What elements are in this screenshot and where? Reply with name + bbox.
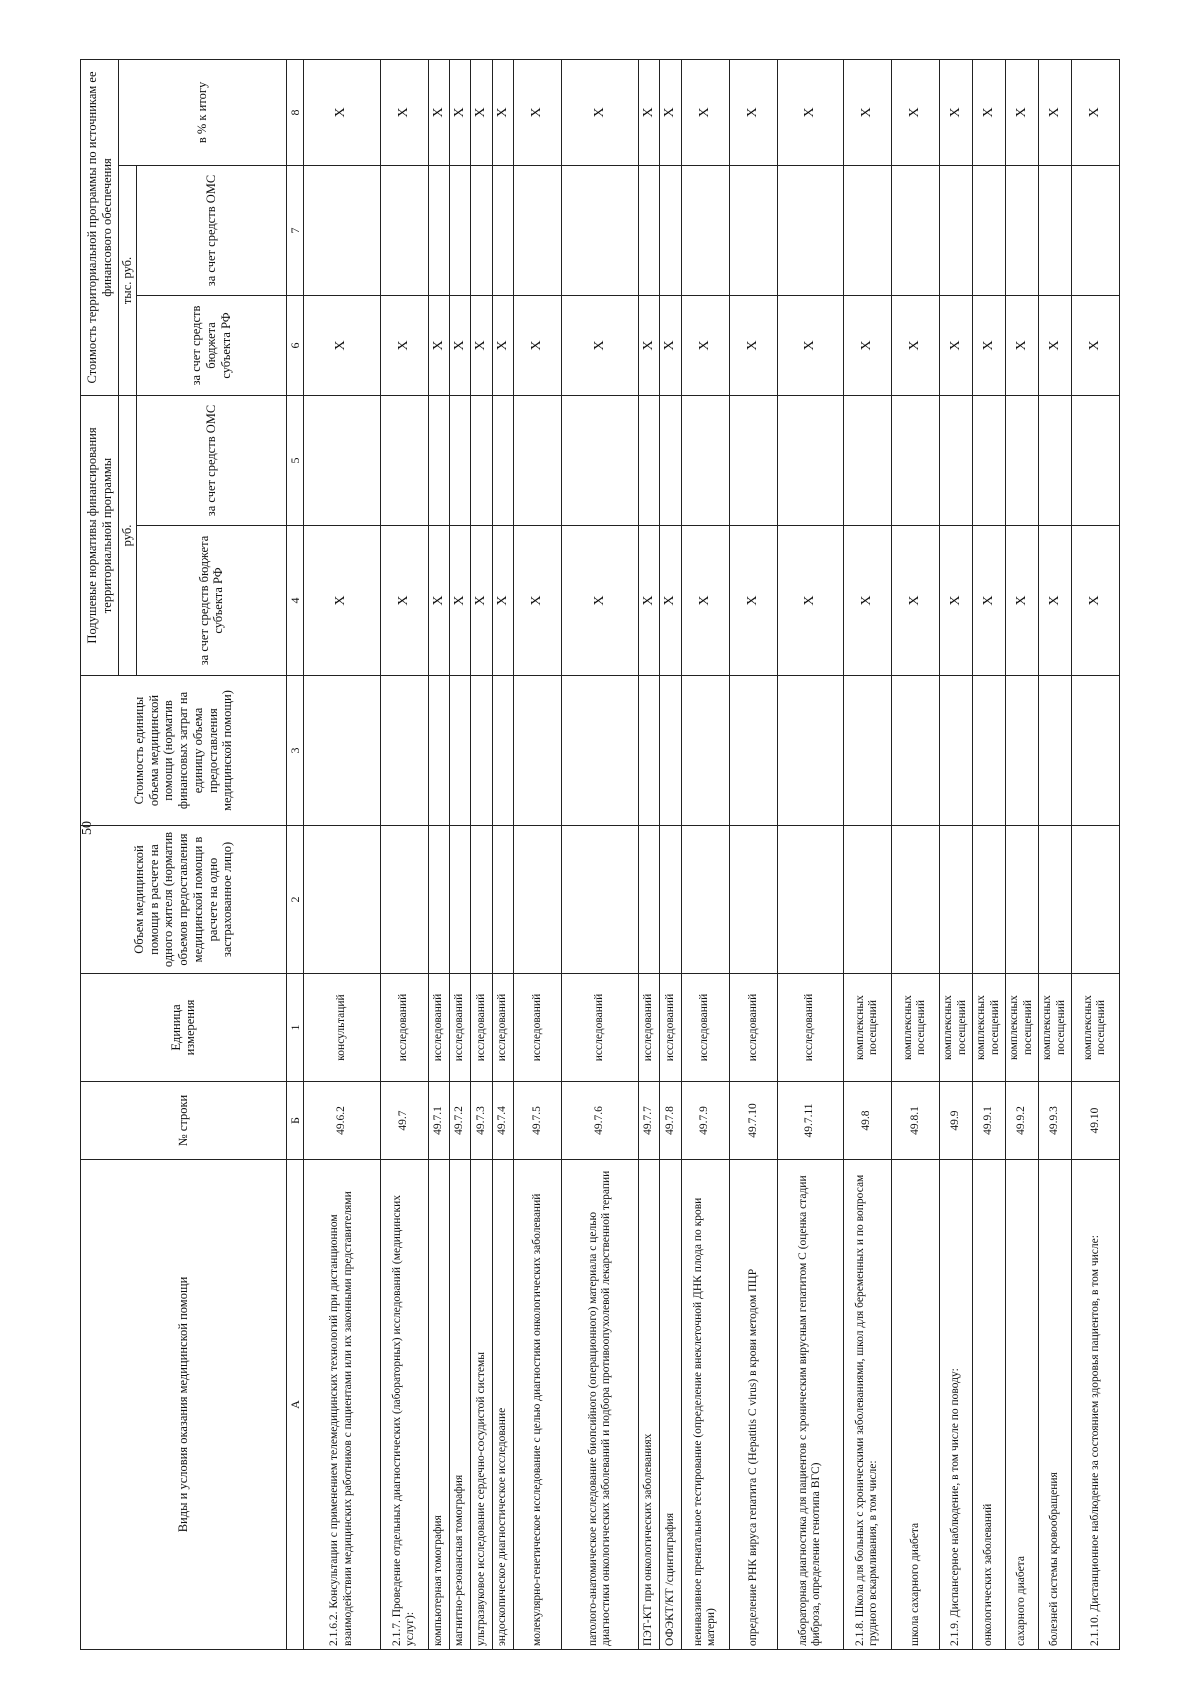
header-col-3: Стоимость единицы объема медицинской помощи (норматив финансовых затрат на единицу объема предоставления медицинской помощи) bbox=[81, 676, 287, 826]
table-row bbox=[972, 59, 1005, 1649]
row-unit: исследований bbox=[380, 974, 428, 1082]
table-row bbox=[638, 59, 659, 1649]
header-col-1: Единица измерения bbox=[81, 974, 287, 1082]
row-unit: исследований bbox=[660, 974, 681, 1082]
row-line-number: 49.10 bbox=[1071, 1082, 1119, 1160]
row-name: болезней системы кровообращения bbox=[1038, 1160, 1071, 1650]
row-cost-oms bbox=[939, 165, 972, 295]
table-row bbox=[562, 59, 639, 1649]
row-cost-oms bbox=[843, 165, 891, 295]
row-cost-budget: X bbox=[303, 295, 380, 395]
row-cost-budget: X bbox=[514, 295, 562, 395]
column-number-row bbox=[286, 59, 303, 1649]
row-norm-budget: X bbox=[972, 526, 1005, 676]
row-unit: исследований bbox=[428, 974, 449, 1082]
row-unit: исследований bbox=[450, 974, 471, 1082]
row-cost-percent: X bbox=[681, 59, 729, 165]
column-number: 1 bbox=[286, 974, 303, 1082]
row-norm-budget: X bbox=[843, 526, 891, 676]
row-volume bbox=[514, 826, 562, 974]
row-volume bbox=[891, 826, 939, 974]
row-line-number: 49.7.7 bbox=[638, 1082, 659, 1160]
row-unit: исследований bbox=[777, 974, 843, 1082]
row-norm-budget: X bbox=[939, 526, 972, 676]
row-line-number: 49.7.10 bbox=[729, 1082, 777, 1160]
row-cost-percent: X bbox=[638, 59, 659, 165]
row-volume bbox=[380, 826, 428, 974]
row-cost-percent: X bbox=[660, 59, 681, 165]
row-cost-budget: X bbox=[1071, 295, 1119, 395]
row-cost-oms bbox=[681, 165, 729, 295]
row-unit: комплексных посещений bbox=[1005, 974, 1038, 1082]
row-name: определение РНК вируса гепатита С (Hepatitis C virus) в крови методом ПЦР bbox=[729, 1160, 777, 1650]
row-line-number: 49.9.2 bbox=[1005, 1082, 1038, 1160]
row-norm-budget: X bbox=[1005, 526, 1038, 676]
row-volume bbox=[729, 826, 777, 974]
row-norm-budget: X bbox=[450, 526, 471, 676]
row-cost-budget: X bbox=[729, 295, 777, 395]
column-number: 6 bbox=[286, 295, 303, 395]
row-norm-oms bbox=[450, 395, 471, 525]
row-norm-oms bbox=[1038, 395, 1071, 525]
row-norm-oms bbox=[1005, 395, 1038, 525]
row-name: эндоскопическое диагностическое исследование bbox=[492, 1160, 513, 1650]
row-volume bbox=[1005, 826, 1038, 974]
row-cost-percent: X bbox=[1005, 59, 1038, 165]
header-unit-thous: тыс. руб. bbox=[119, 165, 137, 395]
row-cost-oms bbox=[514, 165, 562, 295]
row-unit-cost bbox=[1005, 676, 1038, 826]
row-cost-percent: X bbox=[303, 59, 380, 165]
row-name: ПЭТ-КТ при онкологических заболеваниях bbox=[638, 1160, 659, 1650]
column-number: А bbox=[286, 1160, 303, 1650]
row-unit-cost bbox=[1038, 676, 1071, 826]
row-norm-oms bbox=[428, 395, 449, 525]
column-number: Б bbox=[286, 1082, 303, 1160]
row-line-number: 49.8.1 bbox=[891, 1082, 939, 1160]
row-cost-budget: X bbox=[562, 295, 639, 395]
row-volume bbox=[660, 826, 681, 974]
row-cost-oms bbox=[562, 165, 639, 295]
row-volume bbox=[492, 826, 513, 974]
row-volume bbox=[843, 826, 891, 974]
row-line-number: 49.7.4 bbox=[492, 1082, 513, 1160]
row-unit: комплексных посещений bbox=[1071, 974, 1119, 1082]
row-norm-budget: X bbox=[514, 526, 562, 676]
row-unit: исследований bbox=[562, 974, 639, 1082]
row-norm-oms bbox=[939, 395, 972, 525]
row-unit-cost bbox=[514, 676, 562, 826]
column-number: 3 bbox=[286, 676, 303, 826]
row-line-number: 49.7.5 bbox=[514, 1082, 562, 1160]
row-name: неинвазивное пренатальное тестирование (определение внеклеточной ДНК плода по крови матери) bbox=[681, 1160, 729, 1650]
row-unit: консультаций bbox=[303, 974, 380, 1082]
header-col-7: за счет средств ОМС bbox=[136, 165, 286, 295]
row-norm-budget: X bbox=[471, 526, 492, 676]
header-col-4: за счет средств бюджета субъекта РФ bbox=[136, 526, 286, 676]
row-cost-budget: X bbox=[660, 295, 681, 395]
row-norm-oms bbox=[562, 395, 639, 525]
row-volume bbox=[1071, 826, 1119, 974]
table-row bbox=[492, 59, 513, 1649]
column-number: 7 bbox=[286, 165, 303, 295]
row-cost-oms bbox=[303, 165, 380, 295]
row-norm-budget: X bbox=[380, 526, 428, 676]
row-cost-percent: X bbox=[777, 59, 843, 165]
row-norm-budget: X bbox=[891, 526, 939, 676]
row-cost-oms bbox=[729, 165, 777, 295]
row-unit: исследований bbox=[638, 974, 659, 1082]
row-cost-budget: X bbox=[681, 295, 729, 395]
row-line-number: 49.7.6 bbox=[562, 1082, 639, 1160]
row-unit-cost bbox=[777, 676, 843, 826]
row-line-number: 49.7.2 bbox=[450, 1082, 471, 1160]
financing-table bbox=[80, 59, 1120, 1650]
row-unit-cost bbox=[471, 676, 492, 826]
row-volume bbox=[638, 826, 659, 974]
row-cost-percent: X bbox=[450, 59, 471, 165]
row-cost-budget: X bbox=[891, 295, 939, 395]
table-row bbox=[777, 59, 843, 1649]
row-name: 2.1.8. Школа для больных с хроническими заболеваниями, школ для беременных и по вопросам грудного вскармливания, в том числе: bbox=[843, 1160, 891, 1650]
row-cost-budget: X bbox=[1005, 295, 1038, 395]
row-unit: исследований bbox=[471, 974, 492, 1082]
row-unit-cost bbox=[660, 676, 681, 826]
row-cost-percent: X bbox=[492, 59, 513, 165]
row-cost-budget: X bbox=[1038, 295, 1071, 395]
row-cost-percent: X bbox=[891, 59, 939, 165]
table-row bbox=[428, 59, 449, 1649]
table-row bbox=[1005, 59, 1038, 1649]
row-line-number: 49.7 bbox=[380, 1082, 428, 1160]
row-unit: комплексных посещений bbox=[939, 974, 972, 1082]
row-unit-cost bbox=[891, 676, 939, 826]
row-cost-budget: X bbox=[428, 295, 449, 395]
row-cost-oms bbox=[638, 165, 659, 295]
table-row bbox=[843, 59, 891, 1649]
row-line-number: 49.6.2 bbox=[303, 1082, 380, 1160]
row-unit-cost bbox=[1071, 676, 1119, 826]
row-unit: исследований bbox=[681, 974, 729, 1082]
row-norm-budget: X bbox=[638, 526, 659, 676]
row-line-number: 49.8 bbox=[843, 1082, 891, 1160]
column-number: 4 bbox=[286, 526, 303, 676]
header-col-6: за счет средств бюджета субъекта РФ bbox=[136, 295, 286, 395]
row-norm-oms bbox=[492, 395, 513, 525]
table-row bbox=[1071, 59, 1119, 1649]
column-number: 5 bbox=[286, 395, 303, 525]
row-cost-percent: X bbox=[562, 59, 639, 165]
row-cost-percent: X bbox=[972, 59, 1005, 165]
row-cost-oms bbox=[1005, 165, 1038, 295]
row-name: компьютерная томография bbox=[428, 1160, 449, 1650]
row-unit-cost bbox=[450, 676, 471, 826]
row-norm-oms bbox=[660, 395, 681, 525]
table-row bbox=[514, 59, 562, 1649]
row-name: магнитно-резонансная томография bbox=[450, 1160, 471, 1650]
header-unit-rub: руб. bbox=[119, 395, 137, 675]
row-norm-budget: X bbox=[1038, 526, 1071, 676]
column-number: 8 bbox=[286, 59, 303, 165]
row-cost-budget: X bbox=[380, 295, 428, 395]
row-cost-budget: X bbox=[777, 295, 843, 395]
row-cost-oms bbox=[891, 165, 939, 295]
row-volume bbox=[681, 826, 729, 974]
row-norm-oms bbox=[843, 395, 891, 525]
row-cost-budget: X bbox=[450, 295, 471, 395]
row-line-number: 49.7.9 bbox=[681, 1082, 729, 1160]
row-name: онкологических заболеваний bbox=[972, 1160, 1005, 1650]
row-line-number: 49.9 bbox=[939, 1082, 972, 1160]
row-cost-percent: X bbox=[1071, 59, 1119, 165]
row-cost-budget: X bbox=[492, 295, 513, 395]
table-row bbox=[681, 59, 729, 1649]
table-row bbox=[939, 59, 972, 1649]
row-unit-cost bbox=[843, 676, 891, 826]
header-col-a: Виды и условия оказания медицинской помощи bbox=[81, 1160, 287, 1650]
table-header bbox=[81, 59, 304, 1649]
row-line-number: 49.7.1 bbox=[428, 1082, 449, 1160]
header-group-cost: Стоимость территориальной программы по источникам ее финансового обеспечения bbox=[81, 59, 119, 395]
row-norm-oms bbox=[303, 395, 380, 525]
row-volume bbox=[972, 826, 1005, 974]
row-unit-cost bbox=[380, 676, 428, 826]
row-name: 2.1.6.2. Консультации с применением телемедицинских технологий при дистанционном взаимодействии медицинских работников с пациентами или их законными представителями bbox=[303, 1160, 380, 1650]
row-unit-cost bbox=[681, 676, 729, 826]
row-norm-oms bbox=[681, 395, 729, 525]
row-volume bbox=[428, 826, 449, 974]
row-norm-budget: X bbox=[562, 526, 639, 676]
row-cost-percent: X bbox=[380, 59, 428, 165]
row-volume bbox=[777, 826, 843, 974]
row-cost-percent: X bbox=[428, 59, 449, 165]
row-norm-budget: X bbox=[660, 526, 681, 676]
row-line-number: 49.7.3 bbox=[471, 1082, 492, 1160]
row-cost-oms bbox=[450, 165, 471, 295]
row-name: лабораторная диагностика для пациентов с хроническим вирусным гепатитом С (оценка стадии фиброза, определение генотипа ВГС) bbox=[777, 1160, 843, 1650]
row-norm-oms bbox=[729, 395, 777, 525]
row-unit-cost bbox=[303, 676, 380, 826]
row-cost-budget: X bbox=[843, 295, 891, 395]
table-row bbox=[729, 59, 777, 1649]
row-norm-oms bbox=[891, 395, 939, 525]
row-line-number: 49.9.3 bbox=[1038, 1082, 1071, 1160]
row-cost-budget: X bbox=[972, 295, 1005, 395]
row-cost-percent: X bbox=[729, 59, 777, 165]
row-name: ультразвуковое исследование сердечно-сосудистой системы bbox=[471, 1160, 492, 1650]
row-norm-budget: X bbox=[492, 526, 513, 676]
table-row bbox=[450, 59, 471, 1649]
row-unit-cost bbox=[638, 676, 659, 826]
row-cost-budget: X bbox=[939, 295, 972, 395]
row-cost-oms bbox=[777, 165, 843, 295]
table-body bbox=[303, 59, 1119, 1649]
table-row bbox=[303, 59, 380, 1649]
row-norm-oms bbox=[638, 395, 659, 525]
row-line-number: 49.9.1 bbox=[972, 1082, 1005, 1160]
row-norm-budget: X bbox=[729, 526, 777, 676]
row-name: 2.1.7. Проведение отдельных диагностических (лабораторных) исследований (медицинских услуг): bbox=[380, 1160, 428, 1650]
row-norm-oms bbox=[471, 395, 492, 525]
row-line-number: 49.7.11 bbox=[777, 1082, 843, 1160]
row-cost-oms bbox=[1071, 165, 1119, 295]
header-col-8: в % к итогу bbox=[119, 59, 287, 165]
row-norm-oms bbox=[514, 395, 562, 525]
row-norm-budget: X bbox=[428, 526, 449, 676]
rotated-table-wrapper bbox=[80, 60, 1120, 1650]
row-cost-percent: X bbox=[1038, 59, 1071, 165]
row-line-number: 49.7.8 bbox=[660, 1082, 681, 1160]
row-cost-percent: X bbox=[939, 59, 972, 165]
row-unit-cost bbox=[562, 676, 639, 826]
table-row bbox=[660, 59, 681, 1649]
header-col-5: за счет средств ОМС bbox=[136, 395, 286, 525]
row-cost-percent: X bbox=[843, 59, 891, 165]
page-number: 50 bbox=[80, 821, 95, 835]
row-unit: комплексных посещений bbox=[843, 974, 891, 1082]
row-name: молекулярно-генетическое исследование с целью диагностики онкологических заболеваний bbox=[514, 1160, 562, 1650]
row-norm-oms bbox=[1071, 395, 1119, 525]
row-volume bbox=[1038, 826, 1071, 974]
header-group-norm: Подушевые нормативы финансирования территориальной программы bbox=[81, 395, 119, 675]
row-unit: исследований bbox=[514, 974, 562, 1082]
row-cost-oms bbox=[660, 165, 681, 295]
row-name: патолого-анатомическое исследование биопсийного (операционного) материала с целью диагностики онкологических заболеваний и подбора противоопухолевой лекарственной терапии bbox=[562, 1160, 639, 1650]
row-unit-cost bbox=[729, 676, 777, 826]
row-unit: комплексных посещений bbox=[972, 974, 1005, 1082]
row-unit: исследований bbox=[492, 974, 513, 1082]
table-row bbox=[1038, 59, 1071, 1649]
row-cost-oms bbox=[1038, 165, 1071, 295]
row-norm-oms bbox=[380, 395, 428, 525]
table-row bbox=[380, 59, 428, 1649]
row-volume bbox=[939, 826, 972, 974]
row-volume bbox=[562, 826, 639, 974]
row-unit: комплексных посещений bbox=[891, 974, 939, 1082]
row-unit: исследований bbox=[729, 974, 777, 1082]
row-unit-cost bbox=[428, 676, 449, 826]
row-volume bbox=[471, 826, 492, 974]
row-norm-budget: X bbox=[777, 526, 843, 676]
row-norm-oms bbox=[972, 395, 1005, 525]
row-unit: комплексных посещений bbox=[1038, 974, 1071, 1082]
row-cost-oms bbox=[428, 165, 449, 295]
row-cost-percent: X bbox=[471, 59, 492, 165]
row-cost-oms bbox=[380, 165, 428, 295]
row-cost-percent: X bbox=[514, 59, 562, 165]
header-col-b: № строки bbox=[81, 1082, 287, 1160]
header-col-2: Объем медицинской помощи в расчете на одного жителя (норматив объемов предоставления медицинской помощи в расчете на одно застрахованное лицо) bbox=[81, 826, 287, 974]
row-cost-oms bbox=[972, 165, 1005, 295]
row-name: школа сахарного диабета bbox=[891, 1160, 939, 1650]
row-unit-cost bbox=[972, 676, 1005, 826]
row-name: сахарного диабета bbox=[1005, 1160, 1038, 1650]
row-norm-budget: X bbox=[303, 526, 380, 676]
row-name: ОФЭКТ/КТ /сцинтиграфия bbox=[660, 1160, 681, 1650]
row-volume bbox=[450, 826, 471, 974]
row-norm-budget: X bbox=[681, 526, 729, 676]
table-row bbox=[471, 59, 492, 1649]
row-norm-oms bbox=[777, 395, 843, 525]
row-cost-budget: X bbox=[638, 295, 659, 395]
row-unit-cost bbox=[492, 676, 513, 826]
row-norm-budget: X bbox=[1071, 526, 1119, 676]
row-volume bbox=[303, 826, 380, 974]
row-cost-oms bbox=[492, 165, 513, 295]
row-cost-budget: X bbox=[471, 295, 492, 395]
table-row bbox=[891, 59, 939, 1649]
row-name: 2.1.10. Дистанционное наблюдение за состоянием здоровья пациентов, в том числе: bbox=[1071, 1160, 1119, 1650]
row-name: 2.1.9. Диспансерное наблюдение, в том числе по поводу: bbox=[939, 1160, 972, 1650]
column-number: 2 bbox=[286, 826, 303, 974]
row-cost-oms bbox=[471, 165, 492, 295]
row-unit-cost bbox=[939, 676, 972, 826]
